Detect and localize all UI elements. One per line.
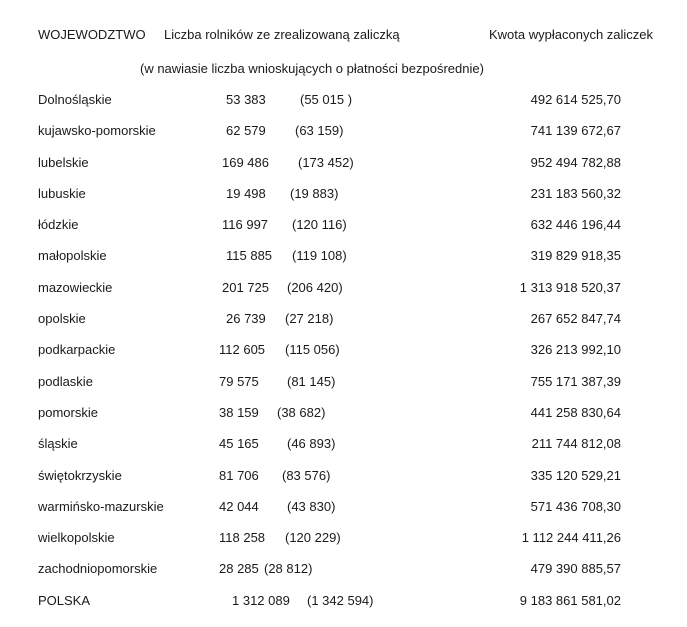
table-row <box>0 186 687 217</box>
region-name: opolskie <box>38 311 86 327</box>
table-row <box>0 92 687 123</box>
applicant-count: (81 145) <box>287 373 336 389</box>
farmer-count: 38 159 <box>219 404 259 420</box>
table-row <box>0 217 687 248</box>
region-name: śląskie <box>38 436 78 452</box>
region-name: podkarpackie <box>38 342 116 358</box>
farmer-count: 112 605 <box>219 342 266 358</box>
farmer-count-total: 1 312 089 <box>232 592 290 608</box>
farmer-count: 201 725 <box>222 279 269 295</box>
farmer-count: 26 739 <box>226 311 266 327</box>
applicant-count: (55 015 ) <box>300 92 353 107</box>
advance-amount: 755 171 387,39 <box>530 373 621 389</box>
applicant-count: (115 056) <box>285 342 340 358</box>
data-table <box>0 92 687 624</box>
applicant-count: (63 159) <box>295 123 344 139</box>
header-count: Liczba rolników ze zrealizowaną zaliczką <box>164 27 400 42</box>
table-row <box>0 374 687 405</box>
farmer-count: 116 997 <box>222 217 269 233</box>
advance-amount: 741 139 672,67 <box>530 123 621 139</box>
advance-amount: 335 120 529,21 <box>530 467 621 483</box>
applicant-count: (119 108) <box>292 248 347 264</box>
table-row <box>0 468 687 499</box>
table-row <box>0 499 687 530</box>
applicant-count: (19 883) <box>290 185 339 201</box>
table-row <box>0 405 687 436</box>
table-row <box>0 280 687 311</box>
advance-amount: 492 614 525,70 <box>530 92 621 107</box>
region-name: lubelskie <box>38 154 89 170</box>
farmer-count: 42 044 <box>219 498 259 514</box>
applicant-count: (28 812) <box>264 561 313 577</box>
table-row <box>0 123 687 154</box>
table-row-total <box>0 593 687 624</box>
region-name-total: POLSKA <box>38 592 91 608</box>
region-name: zachodniopomorskie <box>38 561 158 577</box>
table-row <box>0 530 687 561</box>
region-name: kujawsko-pomorskie <box>38 123 156 139</box>
applicant-count: (173 452) <box>298 154 354 170</box>
advance-amount: 1 313 918 520,37 <box>519 279 621 295</box>
region-name: wielkopolskie <box>38 530 115 546</box>
advance-amount: 479 390 885,57 <box>530 561 621 577</box>
advance-amount: 952 494 782,88 <box>530 154 621 170</box>
applicant-count: (206 420) <box>287 279 343 295</box>
farmer-count: 169 486 <box>222 154 269 170</box>
region-name: podlaskie <box>38 373 93 389</box>
advance-amount: 632 446 196,44 <box>530 217 621 233</box>
advance-amount: 267 652 847,74 <box>530 311 621 327</box>
table-row <box>0 248 687 279</box>
advance-amount: 211 744 812,08 <box>531 436 621 452</box>
advance-amount: 441 258 830,64 <box>530 404 621 420</box>
applicant-count: (120 229) <box>285 530 341 546</box>
farmer-count: 28 285 <box>219 561 259 577</box>
header-note: (w nawiasie liczba wnioskujących o płatności bezpośrednie) <box>140 61 484 76</box>
advance-amount: 571 436 708,30 <box>530 498 621 514</box>
table-row <box>0 311 687 342</box>
farmer-count: 45 165 <box>219 436 259 452</box>
region-name: łódzkie <box>38 217 79 233</box>
farmer-count: 79 575 <box>219 373 259 389</box>
advance-amount: 231 183 560,32 <box>530 185 621 201</box>
advance-amount: 326 213 992,10 <box>530 342 621 358</box>
header-amount: Kwota wypłaconych zaliczek <box>489 27 654 42</box>
region-name: lubuskie <box>38 185 86 201</box>
table-row <box>0 436 687 467</box>
advance-amount: 319 829 918,35 <box>530 248 621 264</box>
applicant-count-total: (1 342 594) <box>307 592 374 608</box>
applicant-count: (27 218) <box>285 311 334 327</box>
farmer-count: 62 579 <box>226 123 266 139</box>
table-row <box>0 342 687 373</box>
applicant-count: (43 830) <box>287 498 336 514</box>
advance-amount-total: 9 183 861 581,02 <box>519 592 621 608</box>
region-name: świętokrzyskie <box>38 467 122 483</box>
region-name: warmińsko-mazurskie <box>38 498 164 514</box>
farmer-count: 53 383 <box>226 92 266 107</box>
applicant-count: (46 893) <box>287 436 336 452</box>
applicant-count: (120 116) <box>292 217 347 233</box>
header-region: WOJEWODZTWO <box>38 27 146 42</box>
farmer-count: 81 706 <box>219 467 259 483</box>
region-name: Dolnośląskie <box>38 92 112 107</box>
farmer-count: 118 258 <box>219 530 266 546</box>
table-row <box>0 155 687 186</box>
region-name: mazowieckie <box>38 279 113 295</box>
applicant-count: (38 682) <box>277 404 326 420</box>
advance-amount: 1 112 244 411,26 <box>521 530 621 546</box>
region-name: małopolskie <box>38 248 107 264</box>
region-name: pomorskie <box>38 404 98 420</box>
farmer-count: 19 498 <box>226 185 266 201</box>
applicant-count: (83 576) <box>282 467 331 483</box>
table-row <box>0 561 687 592</box>
farmer-count: 115 885 <box>226 248 273 264</box>
